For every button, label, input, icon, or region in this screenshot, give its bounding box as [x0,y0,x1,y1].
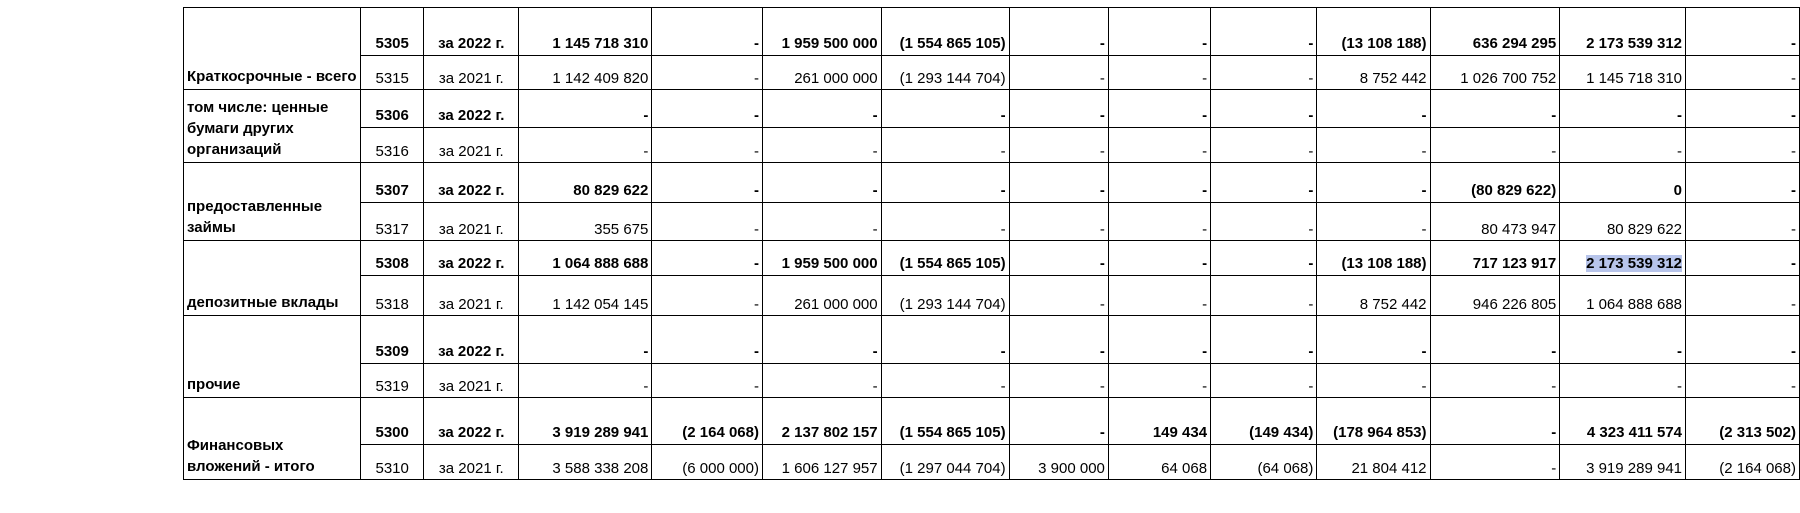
row-name-cell[interactable]: Краткосрочные - всего [184,8,361,90]
value-cell[interactable]: 3 900 000 [1009,445,1108,480]
value-cell[interactable]: 717 123 917 [1430,241,1560,276]
value-cell[interactable]: 2 173 539 312 [1560,8,1686,56]
selected-value-cell[interactable] [1560,241,1686,276]
value-cell[interactable]: - [1430,398,1560,445]
value-cell[interactable]: - [1009,276,1108,316]
table-row [184,316,1800,364]
table-row [184,398,1800,445]
period-cell[interactable]: за 2022 г. [424,241,519,276]
line-code-cell[interactable]: 5306 [361,90,424,128]
value-cell[interactable]: - [762,163,881,203]
table-row [184,163,1800,203]
value-cell[interactable]: - [1686,276,1800,316]
value-cell[interactable]: - [1108,203,1210,241]
value-cell[interactable]: - [762,90,881,128]
period-cell[interactable]: за 2021 г. [424,128,519,163]
value-cell[interactable]: (2 313 502) [1686,398,1800,445]
value-cell[interactable]: - [519,364,652,398]
value-cell[interactable]: - [1317,364,1430,398]
line-code-cell[interactable]: 5305 [361,8,424,56]
value-cell[interactable]: - [881,364,1009,398]
value-cell[interactable]: - [1009,128,1108,163]
value-cell[interactable]: - [1009,163,1108,203]
value-cell[interactable]: - [1108,90,1210,128]
value-cell[interactable]: - [1108,56,1210,90]
value-cell[interactable]: 1 606 127 957 [762,445,881,480]
value-cell[interactable]: (178 964 853) [1317,398,1430,445]
line-code-cell[interactable]: 5316 [361,128,424,163]
selected-value-text: 2 173 539 312 [1586,255,1683,272]
value-cell[interactable]: (2 164 068) [652,398,763,445]
value-cell[interactable]: - [652,276,763,316]
value-cell[interactable]: - [519,90,652,128]
value-cell[interactable]: - [1108,241,1210,276]
value-cell[interactable]: - [1211,316,1317,364]
table-row [184,364,1800,398]
value-cell[interactable]: - [881,203,1009,241]
value-cell[interactable]: 946 226 805 [1430,276,1560,316]
value-cell[interactable]: - [1317,90,1430,128]
value-cell[interactable]: - [1211,203,1317,241]
row-name-cell[interactable]: депозитные вклады [184,241,361,316]
table-row [184,90,1800,128]
value-cell[interactable]: 80 829 622 [519,163,652,203]
value-cell[interactable]: - [1009,364,1108,398]
row-name-cell[interactable]: прочие [184,316,361,398]
table-row [184,241,1800,276]
period-cell[interactable]: за 2021 г. [424,203,519,241]
value-cell[interactable]: - [652,163,763,203]
table-row [184,203,1800,241]
value-cell[interactable]: 1 145 718 310 [1560,56,1686,90]
value-cell[interactable]: - [1211,8,1317,56]
value-cell[interactable]: - [1686,56,1800,90]
value-cell[interactable]: 1 026 700 752 [1430,56,1560,90]
period-cell[interactable]: за 2021 г. [424,445,519,480]
value-cell[interactable]: (1 293 144 704) [881,276,1009,316]
value-cell[interactable]: - [1317,128,1430,163]
value-cell[interactable]: (1 554 865 105) [881,241,1009,276]
value-cell[interactable]: - [762,316,881,364]
value-cell[interactable]: 1 064 888 688 [1560,276,1686,316]
line-code-cell[interactable]: 5308 [361,241,424,276]
table-row [184,128,1800,163]
value-cell[interactable]: - [652,364,763,398]
row-name-cell[interactable]: Финансовых вложений - итого [184,398,361,480]
value-cell[interactable]: - [1009,398,1108,445]
value-cell[interactable]: - [1211,163,1317,203]
table-row [184,445,1800,480]
value-cell[interactable]: - [652,241,763,276]
value-cell[interactable]: (2 164 068) [1686,445,1800,480]
value-cell[interactable]: - [1009,90,1108,128]
value-cell[interactable]: - [652,128,763,163]
row-name-cell[interactable]: предоставленные займы [184,163,361,241]
value-cell[interactable]: - [1211,56,1317,90]
value-cell[interactable]: (149 434) [1211,398,1317,445]
value-cell[interactable]: - [1430,316,1560,364]
table-row [184,276,1800,316]
table-row [184,8,1800,56]
value-cell[interactable]: - [1686,163,1800,203]
value-cell[interactable]: - [762,128,881,163]
value-cell[interactable]: 355 675 [519,203,652,241]
value-cell[interactable]: - [1686,364,1800,398]
line-code-cell[interactable]: 5315 [361,56,424,90]
value-cell[interactable]: - [1211,364,1317,398]
value-cell[interactable]: 4 323 411 574 [1560,398,1686,445]
value-cell[interactable]: - [1009,203,1108,241]
value-cell[interactable]: (1 554 865 105) [881,398,1009,445]
value-cell[interactable]: - [762,364,881,398]
value-cell[interactable]: - [652,90,763,128]
value-cell[interactable]: 21 804 412 [1317,445,1430,480]
value-cell[interactable]: 3 588 338 208 [519,445,652,480]
value-cell[interactable]: - [652,203,763,241]
value-cell[interactable]: - [881,316,1009,364]
value-cell[interactable]: 64 068 [1108,445,1210,480]
value-cell[interactable]: - [1560,364,1686,398]
value-cell[interactable]: 3 919 289 941 [519,398,652,445]
value-cell[interactable]: 1 142 054 145 [519,276,652,316]
line-code-cell[interactable]: 5309 [361,316,424,364]
value-cell[interactable]: - [519,316,652,364]
value-cell[interactable]: - [1560,316,1686,364]
value-cell[interactable]: - [1686,90,1800,128]
value-cell[interactable]: - [1317,163,1430,203]
value-cell[interactable]: 1 959 500 000 [762,241,881,276]
value-cell[interactable]: - [1009,8,1108,56]
value-cell[interactable]: 8 752 442 [1317,276,1430,316]
table-row [184,56,1800,90]
row-name-cell[interactable]: том числе: ценные бумаги других организаций [184,90,361,163]
value-cell[interactable]: 80 829 622 [1560,203,1686,241]
line-code-cell[interactable]: 5319 [361,364,424,398]
period-cell[interactable]: за 2022 г. [424,163,519,203]
value-cell[interactable]: - [519,128,652,163]
value-cell[interactable]: 149 434 [1108,398,1210,445]
value-cell[interactable]: 1 145 718 310 [519,8,652,56]
value-cell[interactable]: - [1317,316,1430,364]
value-cell[interactable]: - [652,56,763,90]
value-cell[interactable]: 3 919 289 941 [1560,445,1686,480]
value-cell[interactable]: - [1317,203,1430,241]
value-cell[interactable]: 1 064 888 688 [519,241,652,276]
value-cell[interactable]: - [1211,90,1317,128]
value-cell[interactable]: - [1686,203,1800,241]
value-cell[interactable]: - [1009,316,1108,364]
value-cell[interactable]: - [1108,128,1210,163]
value-cell[interactable]: - [652,316,763,364]
period-cell[interactable]: за 2021 г. [424,56,519,90]
value-cell[interactable]: 1 959 500 000 [762,8,881,56]
value-cell[interactable]: (64 068) [1211,445,1317,480]
value-cell[interactable]: - [1108,163,1210,203]
value-cell[interactable]: - [1686,241,1800,276]
value-cell[interactable]: (13 108 188) [1317,8,1430,56]
value-cell[interactable]: - [881,90,1009,128]
line-code-cell[interactable]: 5317 [361,203,424,241]
value-cell[interactable]: - [1211,276,1317,316]
value-cell[interactable]: 1 142 409 820 [519,56,652,90]
value-cell[interactable]: 636 294 295 [1430,8,1560,56]
value-cell[interactable]: - [1560,90,1686,128]
value-cell[interactable]: - [1108,276,1210,316]
period-cell[interactable]: за 2021 г. [424,276,519,316]
value-cell[interactable]: - [762,203,881,241]
value-cell[interactable]: - [1430,364,1560,398]
value-cell[interactable]: - [652,8,763,56]
period-cell[interactable]: за 2022 г. [424,90,519,128]
line-code-cell[interactable]: 5300 [361,398,424,445]
line-code-cell[interactable]: 5310 [361,445,424,480]
value-cell[interactable]: - [1430,90,1560,128]
value-cell[interactable]: (1 293 144 704) [881,56,1009,90]
value-cell[interactable]: - [881,128,1009,163]
value-cell[interactable]: 0 [1560,163,1686,203]
value-cell[interactable]: - [1009,241,1108,276]
value-cell[interactable]: 261 000 000 [762,56,881,90]
period-cell[interactable]: за 2022 г. [424,8,519,56]
period-cell[interactable]: за 2021 г. [424,364,519,398]
value-cell[interactable]: - [1108,8,1210,56]
value-cell[interactable]: - [1108,364,1210,398]
value-cell[interactable]: - [1211,128,1317,163]
value-cell[interactable]: - [1108,316,1210,364]
value-cell[interactable]: - [1560,128,1686,163]
line-code-cell[interactable]: 5318 [361,276,424,316]
value-cell[interactable]: (80 829 622) [1430,163,1560,203]
value-cell[interactable]: (1 297 044 704) [881,445,1009,480]
value-cell[interactable]: 8 752 442 [1317,56,1430,90]
value-cell[interactable]: 2 137 802 157 [762,398,881,445]
value-cell[interactable]: (6 000 000) [652,445,763,480]
value-cell[interactable]: - [1009,56,1108,90]
value-cell[interactable]: - [1211,241,1317,276]
value-cell[interactable]: - [1430,445,1560,480]
value-cell[interactable]: (13 108 188) [1317,241,1430,276]
period-cell[interactable]: за 2022 г. [424,398,519,445]
value-cell[interactable]: - [1686,128,1800,163]
value-cell[interactable]: - [1686,8,1800,56]
value-cell[interactable]: 261 000 000 [762,276,881,316]
financial-investments-table [183,7,1800,480]
value-cell[interactable]: (1 554 865 105) [881,8,1009,56]
value-cell[interactable]: 80 473 947 [1430,203,1560,241]
value-cell[interactable]: - [1430,128,1560,163]
value-cell[interactable]: - [1686,316,1800,364]
line-code-cell[interactable]: 5307 [361,163,424,203]
value-cell[interactable]: - [881,163,1009,203]
period-cell[interactable]: за 2022 г. [424,316,519,364]
